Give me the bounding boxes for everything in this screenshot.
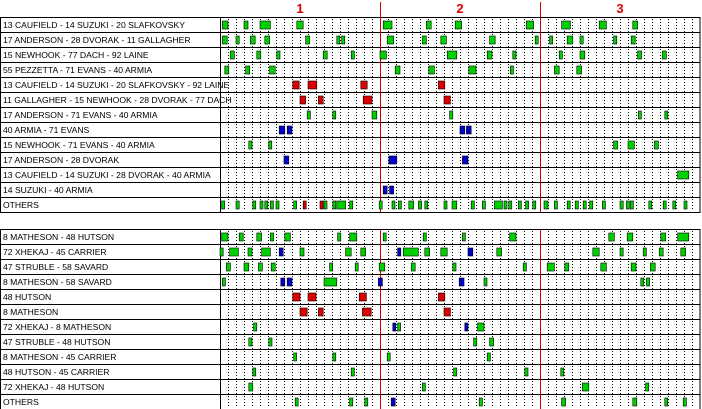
shift-bar-even	[482, 201, 485, 209]
shift-bar-even	[523, 263, 526, 271]
shift-bar-even	[398, 201, 401, 209]
shift-bar-even	[295, 398, 298, 406]
row-label: 47 STRUBLE - 58 SAVARD	[3, 262, 109, 272]
shift-bar-even	[337, 36, 340, 44]
shift-bar-even	[575, 201, 578, 209]
shift-bar-even	[646, 278, 649, 286]
table-row	[3, 170, 689, 180]
shift-bar-even	[630, 201, 633, 209]
shift-bar-even	[641, 278, 644, 286]
shift-bar-pk	[378, 278, 382, 286]
shift-bar-even	[662, 51, 666, 59]
shift-bar-even	[638, 111, 641, 119]
shift-bar-even	[678, 233, 689, 241]
table-row	[3, 80, 445, 90]
shift-bar-even	[535, 36, 538, 44]
table-row	[3, 185, 394, 195]
shift-bar-even	[453, 263, 456, 271]
row-label: 48 HUTSON	[3, 292, 52, 302]
shift-bar-even	[650, 263, 655, 271]
shift-table-1	[0, 2, 700, 213]
shift-bar-pp	[300, 308, 307, 316]
table-row	[3, 50, 666, 60]
shift-bar-even	[562, 398, 566, 406]
row-label: 8 MATHESON - 58 SAVARD	[3, 277, 112, 287]
shift-bar-even	[257, 51, 261, 59]
shift-bar-even	[379, 201, 382, 209]
shift-bar-even	[260, 21, 270, 29]
shift-bar-even	[246, 66, 250, 74]
shift-bar-even	[494, 201, 502, 209]
shift-bar-even	[583, 201, 586, 209]
row-label: 72 XHEKAJ - 8 MATHESON	[3, 322, 112, 332]
shift-bar-pp	[363, 96, 372, 104]
shift-bar-even	[673, 201, 676, 209]
shift-bar-even	[533, 201, 536, 209]
shift-bar-even	[333, 201, 336, 209]
table-row	[3, 20, 638, 30]
shift-bar-even	[471, 201, 474, 209]
table-row	[3, 95, 450, 105]
shift-bar-even	[395, 66, 400, 74]
shift-bar-even	[365, 398, 368, 406]
shift-bar-pp	[300, 96, 306, 104]
row-label: 17 ANDERSON - 28 DVORAK	[3, 155, 120, 165]
shift-bar-pk	[466, 126, 471, 134]
shift-bar-even	[239, 233, 243, 241]
shift-bar-even	[350, 201, 353, 209]
shift-bar-pk	[383, 186, 387, 194]
row-label: 8 MATHESON - 45 CARRIER	[3, 352, 117, 362]
shift-bar-even	[236, 201, 239, 209]
shift-bar-pp	[308, 81, 317, 89]
row-label: 72 XHEKAJ - 48 HUTSON	[3, 382, 105, 392]
shift-bar-even	[599, 21, 606, 29]
row-label: 72 XHEKAJ - 45 CARRIER	[3, 247, 107, 257]
shift-bar-even	[426, 21, 431, 29]
table-row	[3, 307, 450, 317]
shift-bar-even	[678, 171, 689, 179]
shift-bar-even	[452, 201, 457, 209]
shift-bar-even	[526, 21, 533, 29]
shift-bar-even	[620, 201, 623, 209]
table-row	[3, 367, 564, 377]
shift-bar-even	[559, 51, 562, 59]
shift-bar-pk	[468, 248, 473, 256]
shift-bar-even	[455, 21, 461, 29]
shift-bar-even	[249, 141, 252, 149]
shift-bar-even	[270, 66, 276, 74]
shift-bar-pk	[287, 126, 292, 134]
shift-bar-even	[518, 201, 521, 209]
shift-bar-even	[361, 248, 366, 256]
shift-bar-pp	[438, 81, 444, 89]
shift-bar-even	[271, 263, 275, 271]
shift-bar-even	[269, 338, 272, 346]
shift-bar-pk	[279, 248, 283, 256]
row-label: 13 CAUFIELD - 14 SUZUKI - 20 SLAFKOVSKY	[3, 20, 185, 30]
shift-bar-even	[554, 66, 559, 74]
shift-bar-even	[338, 233, 341, 241]
row-label: 17 ANDERSON - 71 EVANS - 40 ARMIA	[3, 110, 158, 120]
shift-bar-even	[631, 36, 635, 44]
shift-bar-pk	[391, 398, 395, 406]
shift-bar-even	[484, 278, 487, 286]
shift-bar-even	[567, 36, 573, 44]
shift-bar-even	[249, 338, 252, 346]
table-row	[3, 125, 471, 135]
shift-bar-even	[254, 323, 257, 331]
shift-bar-pk	[284, 156, 289, 164]
shift-bar-even	[222, 201, 225, 209]
shift-bar-even	[510, 233, 516, 241]
shift-bar-even	[582, 383, 588, 391]
shift-bar-even	[614, 141, 618, 149]
shift-bar-pp	[444, 308, 450, 316]
table-row	[3, 292, 445, 302]
table-row	[3, 382, 649, 392]
shift-bar-even	[387, 353, 390, 361]
shift-bar-even	[649, 201, 652, 209]
shift-bar-even	[379, 263, 385, 271]
shift-bar-even	[547, 263, 554, 271]
shift-bar-even	[661, 233, 666, 241]
shift-bar-pp	[361, 81, 367, 89]
shift-bar-pp	[308, 293, 316, 301]
shift-bar-even	[222, 233, 228, 241]
shift-bar-even	[230, 51, 234, 59]
table-row	[3, 322, 484, 332]
shift-bar-even	[383, 233, 386, 241]
row-label: 13 CAUFIELD - 14 SUZUKI - 20 SLAFKOVSKY - 92 LAINE	[3, 80, 230, 90]
shift-bar-even	[249, 383, 253, 391]
row-label: OTHERS	[3, 200, 39, 210]
shift-bar-even	[683, 398, 686, 406]
shift-bar-even	[330, 263, 333, 271]
shift-bar-even	[554, 201, 557, 209]
shift-bar-even	[260, 201, 263, 209]
row-label: 8 MATHESON - 48 HUTSON	[3, 232, 115, 242]
shift-bar-even	[444, 201, 447, 209]
shift-bar-pp	[318, 96, 323, 104]
shift-bar-even	[638, 51, 642, 59]
shift-bar-even	[270, 201, 273, 209]
shift-bar-even	[222, 36, 227, 44]
shift-bar-even	[392, 201, 395, 209]
shift-bar-even	[300, 248, 304, 256]
shift-bar-even	[504, 201, 507, 209]
shift-bar-even	[628, 141, 634, 149]
shift-bar-even	[265, 36, 270, 44]
row-label: 40 ARMIA - 71 EVANS	[3, 125, 90, 135]
shift-bar-even	[324, 278, 337, 286]
shift-bar-even	[285, 233, 291, 241]
shift-bar-pp	[293, 293, 300, 301]
row-label: 14 SUZUKI - 40 ARMIA	[3, 185, 93, 195]
shift-bar-even	[253, 201, 256, 209]
shift-bar-even	[387, 36, 393, 44]
shift-bar-even	[222, 21, 228, 29]
shift-bar-pp	[359, 293, 366, 301]
shift-bar-even	[681, 248, 686, 256]
shift-bar-even	[306, 36, 310, 44]
shift-bar-even	[633, 21, 638, 29]
row-label: 48 HUTSON - 45 CARRIER	[3, 367, 110, 377]
shift-bar-even	[372, 111, 377, 119]
table-row	[3, 200, 687, 210]
table-row	[3, 262, 655, 272]
shift-bar-even	[270, 233, 273, 241]
row-label: 8 MATHESON	[3, 307, 59, 317]
shift-bar-even	[244, 21, 248, 29]
shift-bar-even	[490, 338, 494, 346]
table-row	[3, 277, 650, 287]
shift-bar-even	[577, 66, 582, 74]
shift-bar-even	[423, 233, 426, 241]
shift-bar-pp	[318, 308, 323, 316]
shift-bar-even	[565, 263, 569, 271]
shift-bar-even	[643, 248, 646, 256]
shift-bar-even	[441, 36, 447, 44]
shift-bar-even	[244, 263, 249, 271]
shift-bar-even	[346, 248, 352, 256]
shift-bar-pp	[438, 293, 444, 301]
shift-bar-even	[497, 248, 502, 256]
shift-bar-even	[602, 201, 605, 209]
table-row	[3, 247, 686, 257]
shift-bar-pp	[362, 308, 371, 316]
shift-bar-even	[355, 263, 358, 271]
shift-bar-even	[258, 263, 262, 271]
shift-bar-pk	[390, 186, 394, 194]
row-label: 13 CAUFIELD - 14 SUZUKI - 28 DVORAK - 40 ARMIA	[3, 170, 211, 180]
shift-bar-even	[350, 233, 357, 241]
shift-bar-even	[222, 278, 225, 286]
shift-bar-even	[631, 263, 636, 271]
shift-bar-even	[626, 201, 629, 209]
table-row	[3, 155, 468, 165]
shift-bar-even	[342, 36, 345, 44]
shift-bar-even	[462, 233, 465, 241]
shift-bar-even	[478, 323, 484, 331]
shift-table-2	[0, 229, 700, 409]
row-label: 15 NEWHOOK - 77 DACH - 92 LAINE	[3, 50, 149, 60]
shift-bar-even	[350, 398, 353, 406]
shift-bar-even	[665, 398, 668, 406]
shift-bar-even	[509, 201, 512, 209]
shift-bar-even	[265, 201, 268, 209]
shift-bar-even	[454, 368, 457, 376]
table-row	[3, 232, 689, 242]
shift-bar-even	[307, 111, 310, 119]
shift-bar-even	[487, 353, 490, 361]
shift-bar-even	[253, 368, 256, 376]
table-row	[3, 397, 686, 407]
shift-bar-pk	[393, 323, 396, 331]
shift-bar-even	[409, 201, 414, 209]
shift-bar-even	[633, 398, 637, 406]
table-row	[3, 352, 490, 362]
shift-bar-even	[659, 248, 663, 256]
shift-bar-even	[609, 233, 615, 241]
row-label: 11 GALLAGHER - 15 NEWHOOK - 28 DVORAK - 77 DACH	[3, 95, 232, 105]
shift-bar-even	[333, 353, 336, 361]
shift-bar-even	[665, 111, 668, 119]
shift-bar-even	[383, 21, 392, 29]
shift-bar-even	[525, 368, 528, 376]
shift-bar-even	[333, 111, 336, 119]
shift-bar-even	[250, 36, 255, 44]
shift-bar-pk	[281, 278, 285, 286]
shift-bar-pk	[462, 156, 468, 164]
shift-bar-even	[230, 248, 239, 256]
shift-bar-even	[262, 248, 271, 256]
shift-bar-even	[425, 201, 428, 209]
shift-bar-even	[627, 233, 633, 241]
shift-bar-even	[479, 398, 482, 406]
table-row	[3, 140, 658, 150]
shift-bar-even	[323, 51, 327, 59]
shift-bar-even	[294, 201, 297, 209]
shift-bar-even	[297, 21, 303, 29]
shift-bar-pk	[389, 156, 397, 164]
shift-bar-pk	[398, 248, 401, 256]
shift-bar-even	[620, 248, 623, 256]
shift-bar-even	[425, 248, 430, 256]
shift-bar-even	[422, 383, 425, 391]
shift-bar-pp	[444, 96, 450, 104]
shift-bar-even	[601, 263, 607, 271]
shift-bar-pk	[279, 126, 285, 134]
period-label-3: 3	[616, 1, 624, 16]
shift-bar-even	[562, 21, 571, 29]
shift-bar-even	[614, 36, 617, 44]
row-label: 15 NEWHOOK - 71 EVANS - 40 ARMIA	[3, 140, 155, 150]
shift-bar-even	[248, 248, 252, 256]
table-row	[3, 110, 668, 120]
shift-bar-even	[544, 201, 548, 209]
shift-bar-pp	[303, 201, 306, 209]
period-label-1: 1	[296, 1, 304, 16]
shift-bar-even	[269, 141, 272, 149]
shift-bar-even	[510, 66, 513, 74]
row-label: 17 ANDERSON - 28 DVORAK - 11 GALLAGHER	[3, 35, 191, 45]
shift-bar-even	[429, 66, 435, 74]
shift-bar-even	[450, 111, 453, 119]
shift-bar-even	[550, 36, 553, 44]
shift-bar-even	[447, 51, 457, 59]
shift-bar-even	[276, 201, 279, 209]
shift-bar-even	[225, 66, 229, 74]
shift-bar-even	[590, 201, 593, 209]
shift-bar-even	[561, 368, 564, 376]
shift-bar-pp	[320, 201, 323, 209]
shift-bar-even	[580, 36, 583, 44]
shift-bar-pk	[459, 278, 464, 286]
shift-bar-even	[474, 338, 477, 346]
shift-bar-even	[567, 201, 570, 209]
shift-bar-even	[526, 201, 529, 209]
row-label: 55 PEZZETTA - 71 EVANS - 40 ARMIA	[3, 65, 153, 75]
shift-bar-even	[337, 201, 346, 209]
shift-bar-even	[351, 368, 354, 376]
shift-bar-even	[418, 201, 421, 209]
shift-bar-pp	[293, 81, 299, 89]
shift-bar-even	[257, 233, 262, 241]
shift-bar-even	[487, 51, 492, 59]
shift-bar-even	[351, 51, 354, 59]
shift-bar-even	[684, 201, 687, 209]
shift-bar-even	[469, 66, 476, 74]
shift-bar-even	[441, 248, 447, 256]
shift-bar-even	[236, 36, 239, 44]
shift-bar-even	[398, 323, 401, 331]
shift-bar-pk	[460, 126, 465, 134]
row-label: 47 STRUBLE - 48 HUTSON	[3, 337, 111, 347]
shift-bar-even	[580, 51, 585, 59]
shift-bar-even	[593, 248, 599, 256]
shift-bar-even	[324, 201, 327, 209]
shift-bar-even	[513, 51, 516, 59]
shift-bar-even	[663, 201, 666, 209]
period-label-2: 2	[456, 1, 464, 16]
shift-bar-even	[380, 51, 386, 59]
shift-bar-pk	[287, 278, 292, 286]
shift-bar-even	[646, 383, 649, 391]
shift-bar-even	[654, 141, 658, 149]
shift-bar-even	[294, 353, 297, 361]
shift-bar-pk	[465, 323, 468, 331]
shift-bar-even	[220, 248, 223, 256]
shift-bar-even	[403, 248, 418, 256]
shift-bar-even	[411, 263, 415, 271]
shift-bar-even	[490, 36, 496, 44]
shift-bar-even	[277, 51, 280, 59]
shift-bar-even	[422, 36, 426, 44]
row-label: OTHERS	[3, 397, 39, 407]
shift-bar-even	[226, 263, 230, 271]
